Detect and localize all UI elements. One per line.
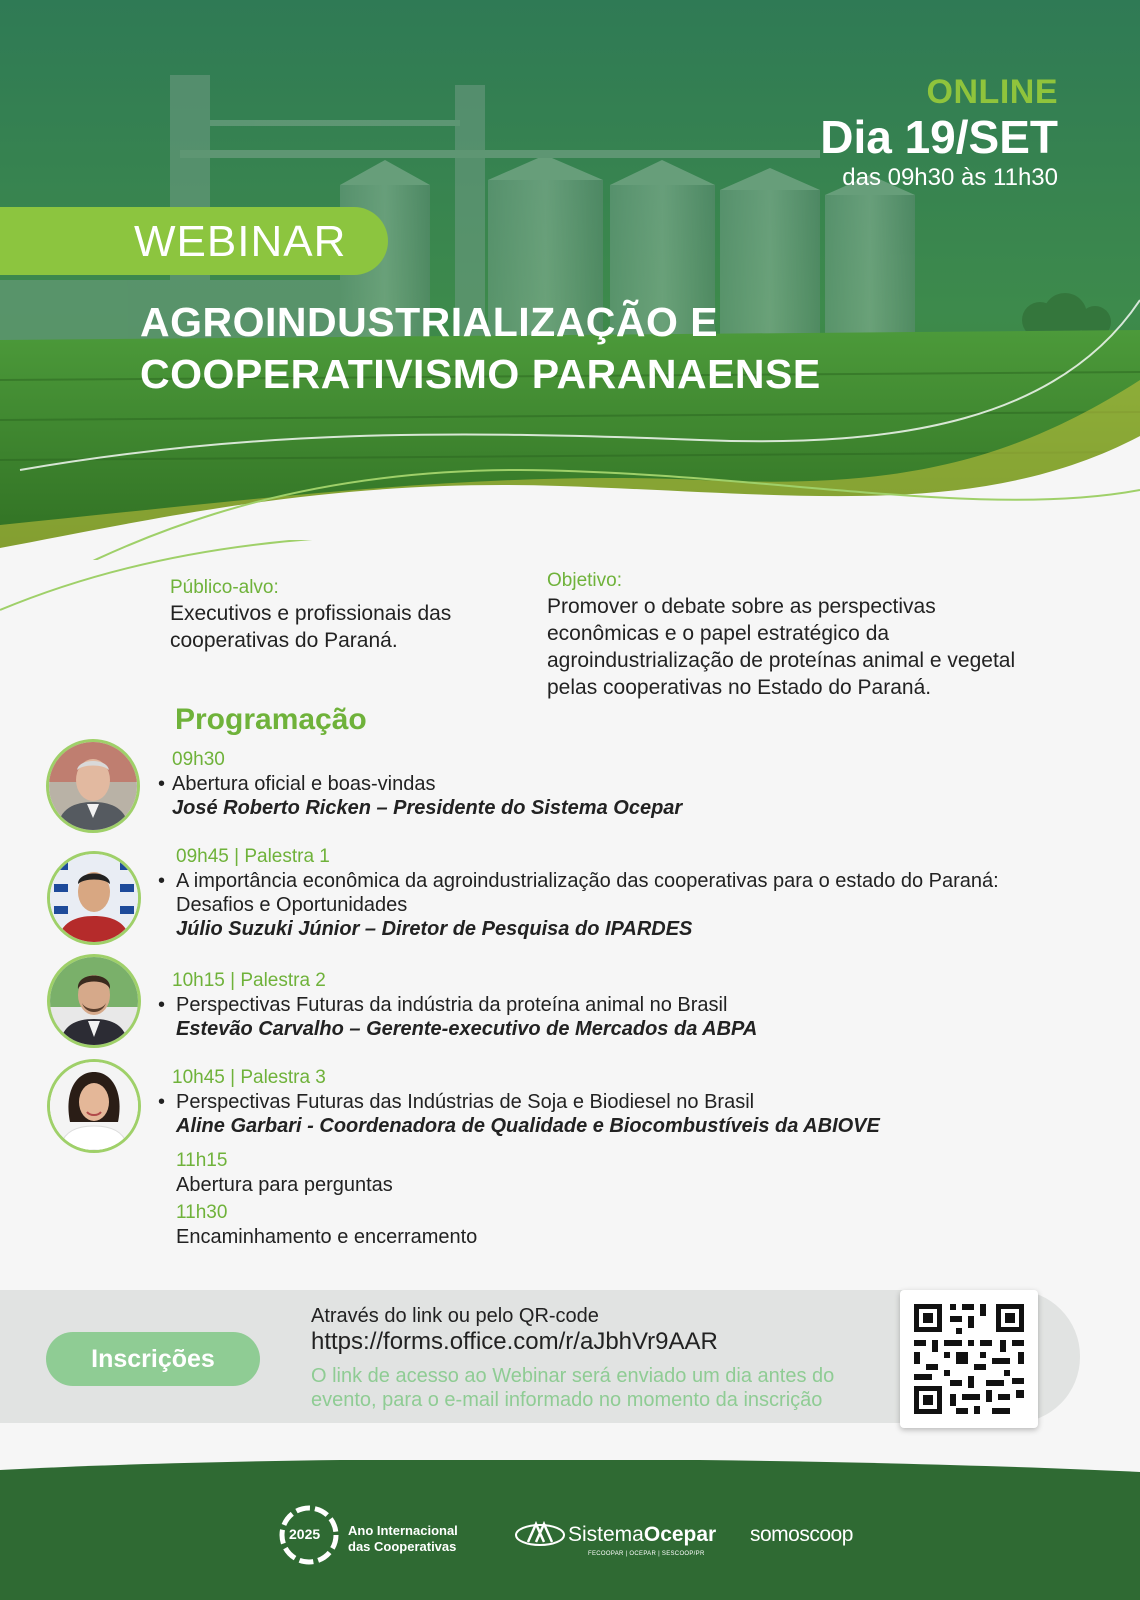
audience-label: Público-alvo: bbox=[170, 577, 279, 598]
program-slot-5 bbox=[158, 1149, 1058, 1197]
registration-button[interactable]: Inscrições bbox=[46, 1332, 260, 1386]
slot-speaker: José Roberto Ricken – Presidente do Sistema Ocepar bbox=[172, 797, 683, 819]
program-slot-6 bbox=[158, 1201, 1058, 1249]
slot-speaker: Estevão Carvalho – Gerente-executivo de Mercados da ABPA bbox=[176, 1018, 758, 1040]
logo-international-year bbox=[348, 1523, 458, 1555]
slot-topic: • Perspectivas Futuras das Indústrias de Soja e Biodiesel no Brasil bbox=[158, 1090, 1058, 1114]
slot-time: 10h15 | Palestra 2 bbox=[172, 970, 326, 991]
registration-info bbox=[311, 1304, 871, 1412]
event-date: Dia 19/SET bbox=[820, 111, 1058, 163]
event-mode: ONLINE bbox=[926, 73, 1058, 111]
slot-topic: • Abertura oficial e boas-vindas bbox=[158, 772, 1058, 796]
somoscoop-logo: somoscoop bbox=[750, 1523, 853, 1546]
program-title: Programação bbox=[175, 703, 367, 736]
slot-time: 09h30 bbox=[172, 749, 225, 770]
person-icon bbox=[50, 957, 138, 1045]
logo2-part-a: Sistema bbox=[568, 1523, 644, 1546]
qr-code[interactable] bbox=[900, 1290, 1038, 1428]
slot-time: 11h30 bbox=[176, 1202, 228, 1223]
slot-topic-continued: Desafios e Oportunidades bbox=[176, 894, 408, 916]
slot-time: 10h45 | Palestra 3 bbox=[172, 1067, 326, 1088]
person-icon bbox=[49, 742, 137, 830]
program-slot-1 bbox=[158, 748, 1058, 820]
slot-topic: • A importância econômica da agroindustrialização das cooperativas para o estado do Paraná: bbox=[158, 869, 1058, 893]
objective-label: Objetivo: bbox=[547, 570, 622, 591]
objective-text: Promover o debate sobre as perspectivas econômicas e o papel estratégico da agroindustrialização de proteínas animal e vegetal pelas cooperativas no Estado do Paraná. bbox=[547, 595, 1016, 699]
slot-topic: • Perspectivas Futuras da indústria da proteína animal no Brasil bbox=[158, 993, 1058, 1017]
program-slot-4 bbox=[158, 1066, 1058, 1138]
audience-text: Executivos e profissionais das cooperativas do Paraná. bbox=[170, 602, 452, 652]
event-hours: das 09h30 às 11h30 bbox=[842, 164, 1058, 191]
event-title bbox=[140, 296, 821, 400]
slot-topic: Abertura para perguntas bbox=[176, 1174, 393, 1196]
audience-section bbox=[170, 576, 510, 654]
event-info bbox=[820, 72, 1058, 194]
sistema-ocepar-logo-icon bbox=[514, 1518, 566, 1552]
registration-link[interactable]: https://forms.office.com/r/aJbhVr9AAR bbox=[311, 1328, 718, 1355]
logo-year: 2025 bbox=[289, 1526, 321, 1542]
slot-speaker: Júlio Suzuki Júnior – Diretor de Pesquisa do IPARDES bbox=[176, 918, 693, 940]
sistema-ocepar-subtitle: FECOOPAR | OCEPAR | SESCOOP/PR bbox=[588, 1551, 705, 1557]
webinar-badge bbox=[0, 207, 388, 275]
sistema-ocepar-logo bbox=[568, 1522, 716, 1548]
person-icon bbox=[50, 854, 138, 942]
slot-time: 11h15 bbox=[176, 1150, 228, 1171]
qr-code-icon bbox=[900, 1290, 1038, 1428]
logo-line-1: Ano Internacional bbox=[348, 1523, 458, 1538]
speaker-photo-2 bbox=[47, 851, 141, 945]
registration-intro: Através do link ou pelo QR-code bbox=[311, 1305, 599, 1327]
registration-note: O link de acesso ao Webinar será enviado um dia antes do evento, para o e-mail informado no momento da inscrição bbox=[311, 1365, 835, 1411]
logo2-part-b: Ocepar bbox=[643, 1523, 717, 1546]
webinar-label: WEBINAR bbox=[134, 217, 347, 266]
slot-topic: Encaminhamento e encerramento bbox=[176, 1226, 478, 1248]
person-icon bbox=[50, 1062, 138, 1150]
title-line-2: COOPERATIVISMO PARANAENSE bbox=[140, 351, 821, 397]
title-line-1: AGROINDUSTRIALIZAÇÃO E bbox=[140, 299, 719, 345]
program-slot-3 bbox=[158, 969, 1058, 1041]
speaker-photo-3 bbox=[47, 954, 141, 1048]
speaker-photo-1 bbox=[46, 739, 140, 833]
slot-time: 09h45 | Palestra 1 bbox=[176, 846, 330, 867]
objective-section bbox=[547, 569, 1047, 701]
logo-line-2: das Cooperativas bbox=[348, 1539, 457, 1554]
program-slot-2 bbox=[158, 845, 1058, 941]
slot-speaker: Aline Garbari - Coordenadora de Qualidade e Biocombustíveis da ABIOVE bbox=[176, 1115, 880, 1137]
speaker-photo-4 bbox=[47, 1059, 141, 1153]
